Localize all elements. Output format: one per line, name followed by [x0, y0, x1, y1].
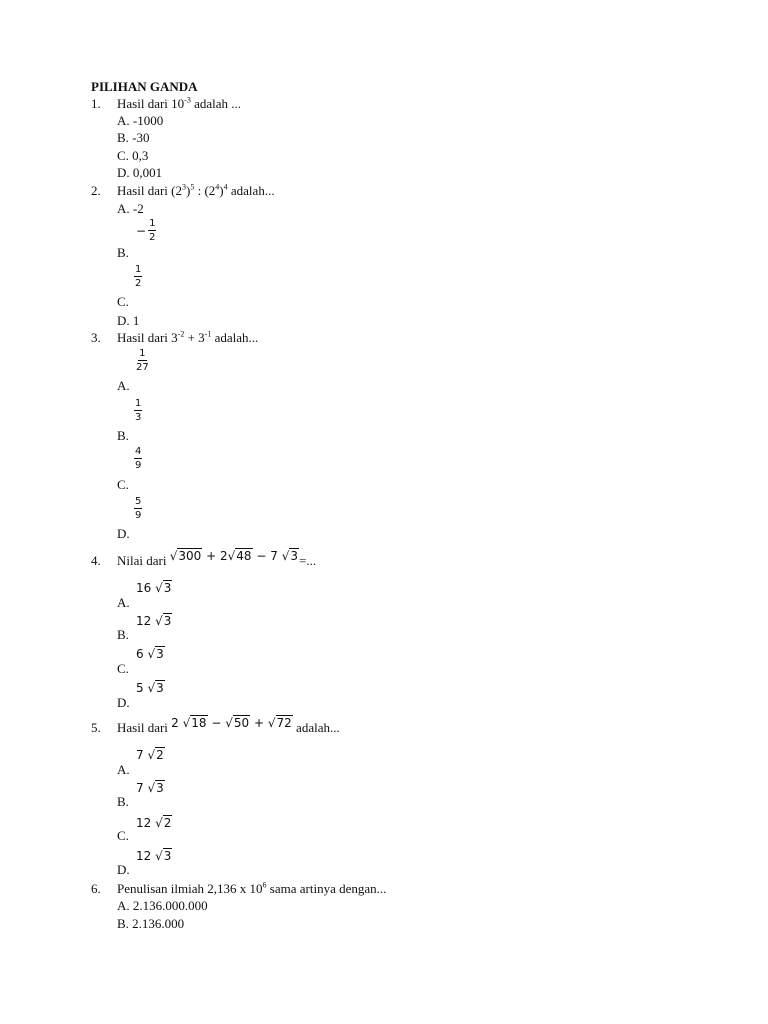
q1-text-pre: Hasil dari 10 [117, 96, 185, 111]
q4-option-c-label: C. [117, 661, 129, 676]
q2-base-2: ) [186, 183, 191, 198]
q3-option-d-value [134, 496, 142, 521]
q4-radicand-1: 300 [178, 549, 202, 563]
q3-option-b-fraction [134, 398, 142, 423]
fraction-numerator: 4 [135, 446, 142, 457]
q2-base-4: ) [219, 183, 224, 198]
section-heading: PILIHAN GANDA [91, 79, 198, 94]
q2-exp-3: 4 [215, 182, 220, 192]
q4-option-a-radicand: 3 [163, 581, 172, 595]
q2-exp-2: 5 [190, 182, 195, 192]
q4-text [117, 548, 317, 568]
fraction-numerator: 1 [139, 348, 146, 359]
q5-option-d-label: D. [117, 862, 130, 877]
fraction-denominator: 9 [135, 460, 142, 471]
fraction-numerator: 1 [149, 218, 156, 229]
q1-exponent: -3 [184, 95, 191, 105]
q5-option-c-label: C. [117, 828, 129, 843]
q4-radicand-2: 48 [236, 549, 252, 563]
q3-option-c-label: C. [117, 477, 129, 492]
q2-text [117, 183, 275, 199]
q6-exponent: 6 [262, 880, 267, 890]
q5-operator-1: − [207, 716, 226, 730]
q1-option-a: A. -1000 [117, 113, 164, 128]
q2-base-1: (2 [171, 183, 182, 198]
q6-option-a: A. 2.136.000.000 [117, 898, 208, 913]
q1-text-post: adalah ... [190, 96, 241, 111]
q4-operator-2: − 7 [252, 549, 282, 563]
q2-text-pre: Hasil dari [117, 183, 172, 198]
q5-option-d-value: 12 √3 [136, 849, 172, 863]
q5-expression: 2 √18 − √50 + √72 [171, 716, 292, 730]
fraction-denominator: 2 [135, 278, 142, 289]
q4-option-b-coefficient: 12 [136, 614, 156, 628]
q3-text [117, 330, 258, 346]
q4-option-b-radicand: 3 [163, 614, 172, 628]
q3-number: 3. [91, 330, 101, 345]
q4-number: 4. [91, 553, 101, 568]
q2-option-a: A. -2 [117, 201, 144, 216]
fraction-denominator: 2 [149, 232, 156, 243]
fraction-numerator: 1 [135, 398, 142, 409]
q1-text [117, 96, 241, 112]
q2-option-b-fraction [148, 218, 156, 243]
q5-radicand-1: 18 [191, 716, 207, 730]
q3-option-a-fraction [136, 348, 149, 373]
q5-text-pre: Hasil dari [117, 720, 172, 735]
q5-option-b-label: B. [117, 794, 129, 809]
q4-operator-1: + 2 [202, 549, 228, 563]
q6-text [117, 881, 386, 897]
fraction-denominator: 27 [136, 362, 149, 373]
q3-text-post: adalah... [211, 330, 259, 345]
q5-option-a-radicand: 2 [156, 748, 164, 762]
q4-option-d-label: D. [117, 695, 130, 710]
q4-expression: √300 + 2√48 − 7 √3 [169, 549, 298, 563]
fraction-numerator: 1 [135, 264, 142, 275]
q5-option-c-coefficient: 12 [136, 816, 156, 830]
q4-option-c-coefficient: 6 [136, 647, 148, 661]
q2-option-c-fraction [134, 264, 142, 289]
q5-text-post: adalah... [292, 720, 340, 735]
q5-coefficient-1: 2 [171, 716, 183, 730]
q3-option-b-value [134, 398, 142, 423]
q3-option-c-fraction [134, 446, 142, 471]
q4-option-a-value: 16 √3 [136, 581, 172, 595]
q3-exp-1: -2 [177, 329, 185, 339]
q3-text-mid: + 3 [184, 330, 205, 345]
q5-option-a-coefficient: 7 [136, 748, 148, 762]
q5-option-a-value: 7 √2 [136, 748, 164, 762]
q5-radicand-2: 50 [233, 716, 250, 730]
q2-option-c-label: C. [117, 294, 129, 309]
q6-text-pre: Penulisan ilmiah 2,136 x 10 [117, 881, 263, 896]
q3-option-b-label: B. [117, 428, 129, 443]
q2-exp-1: 3 [182, 182, 186, 192]
q1-option-c: C. 0,3 [117, 148, 149, 163]
q5-number: 5. [91, 720, 101, 735]
fraction-denominator: 3 [135, 412, 142, 423]
q2-option-b-sign: − [136, 223, 147, 238]
q6-number: 6. [91, 881, 101, 896]
q5-option-c-radicand: 2 [163, 816, 172, 830]
q4-option-b-label: B. [117, 627, 129, 642]
q4-option-d-radicand: 3 [156, 681, 164, 695]
q5-operator-2: + [250, 716, 268, 730]
q5-option-c-value: 12 √2 [136, 816, 172, 830]
q3-text-pre: Hasil dari 3 [117, 330, 178, 345]
q1-option-d: D. 0,001 [117, 165, 163, 180]
q3-option-a-label: A. [117, 378, 130, 393]
q1-number: 1. [91, 96, 101, 111]
fraction-denominator: 9 [135, 510, 142, 521]
q3-option-d-label: D. [117, 526, 130, 541]
q3-exp-2: -1 [204, 329, 212, 339]
q4-option-c-value: 6 √3 [136, 647, 164, 661]
q5-option-a-label: A. [117, 762, 130, 777]
q2-number: 2. [91, 183, 101, 198]
q4-option-a-coefficient: 16 [136, 581, 156, 595]
q5-text [117, 715, 340, 735]
q1-option-b: B. -30 [117, 130, 150, 145]
q6-option-b: B. 2.136.000 [117, 916, 185, 931]
q4-option-b-value: 12 √3 [136, 614, 172, 628]
q4-option-a-label: A. [117, 595, 130, 610]
q5-radicand-3: 72 [276, 716, 292, 730]
q3-option-a-value [136, 348, 149, 373]
q4-option-d-value: 5 √3 [136, 681, 164, 695]
q2-base-3: : (2 [194, 183, 216, 198]
q4-text-pre: Nilai dari [117, 553, 170, 568]
fraction-numerator: 5 [135, 496, 142, 507]
q2-option-d: D. 1 [117, 313, 140, 328]
q4-radicand-3: 3 [290, 549, 298, 563]
q4-option-d-coefficient: 5 [136, 681, 148, 695]
q2-exp-4: 4 [223, 182, 228, 192]
q3-option-c-value [134, 446, 142, 471]
q6-text-post: sama artinya dengan... [266, 881, 387, 896]
q5-option-d-coefficient: 12 [136, 849, 156, 863]
q5-option-b-coefficient: 7 [136, 781, 148, 795]
q5-option-d-radicand: 3 [163, 849, 172, 863]
q4-option-c-radicand: 3 [156, 647, 164, 661]
q5-option-b-radicand: 3 [156, 781, 164, 795]
q5-option-b-value: 7 √3 [136, 781, 164, 795]
q3-option-d-fraction [134, 496, 142, 521]
q4-text-post: =... [298, 553, 317, 568]
q2-option-b-value [136, 218, 156, 243]
q2-option-b-label: B. [117, 245, 129, 260]
q2-option-c-value [134, 264, 142, 289]
q2-text-post: adalah... [227, 183, 275, 198]
